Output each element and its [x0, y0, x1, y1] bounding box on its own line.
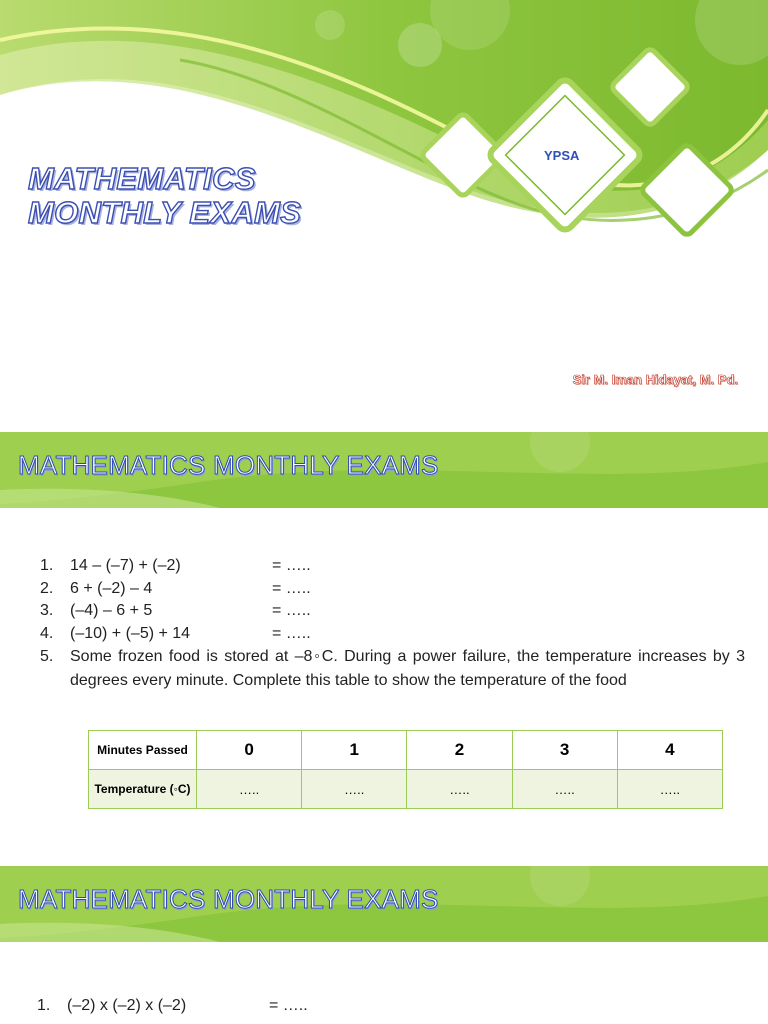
question-expression: (–4) – 6 + 5 [70, 602, 153, 619]
minutes-header: Minutes Passed [89, 731, 197, 770]
question-number: 4. [40, 624, 54, 642]
table-row [89, 770, 723, 809]
temperature-blank-cell: ….. [197, 770, 302, 809]
question-number: 2. [40, 579, 54, 597]
temperature-blank-cell: ….. [512, 770, 617, 809]
question-answer-blank: = ….. [272, 579, 311, 597]
question-expression: (–10) + (–5) + 14 [70, 624, 191, 642]
ypsa-logo-text: YPSA [544, 148, 580, 163]
question-number: 3. [40, 602, 54, 619]
question-answer-blank: = ….. [272, 624, 311, 642]
main-title-line2: MONTHLY EXAMS [28, 195, 302, 230]
temperature-blank-cell: ….. [302, 770, 407, 809]
question-expression: (–2) x (–2) x (–2) [67, 997, 187, 1014]
title-slide [0, 0, 768, 420]
minute-cell: 4 [617, 731, 722, 770]
author-name: Sir M. Iman Hidayat, M. Pd. [572, 372, 738, 387]
temperature-table [88, 730, 723, 809]
question-answer-blank: = ….. [272, 557, 311, 574]
question-number: 1. [40, 557, 54, 574]
main-title [28, 162, 301, 230]
temperature-blank-cell: ….. [617, 770, 722, 809]
question-number: 1. [37, 997, 51, 1014]
banner-title: MATHEMATICS MONTHLY EXAMS [18, 884, 439, 914]
question-expression: 6 + (–2) – 4 [70, 579, 153, 597]
questions-slide-2 [0, 866, 768, 1024]
questions-slide-1 [0, 432, 768, 842]
table-row [89, 731, 723, 770]
banner-title: MATHEMATICS MONTHLY EXAMS [18, 450, 439, 480]
question-5-text: Some frozen food is stored at –8◦C. During a power failure, the temperature increases by 3 degrees every minute. Complete this table to show the temperature of the food [70, 648, 745, 689]
question-5-number: 5. [40, 648, 54, 665]
question-answer-blank: = ….. [272, 602, 311, 619]
question-expression: 14 – (–7) + (–2) [70, 557, 181, 574]
minute-cell: 0 [197, 731, 302, 770]
minute-cell: 1 [302, 731, 407, 770]
temperature-header: Temperature (◦C) [89, 770, 197, 809]
minute-cell: 3 [512, 731, 617, 770]
question-answer-blank: = ….. [269, 997, 308, 1014]
main-title-line1: MATHEMATICS [28, 161, 256, 196]
temperature-blank-cell: ….. [407, 770, 512, 809]
minute-cell: 2 [407, 731, 512, 770]
